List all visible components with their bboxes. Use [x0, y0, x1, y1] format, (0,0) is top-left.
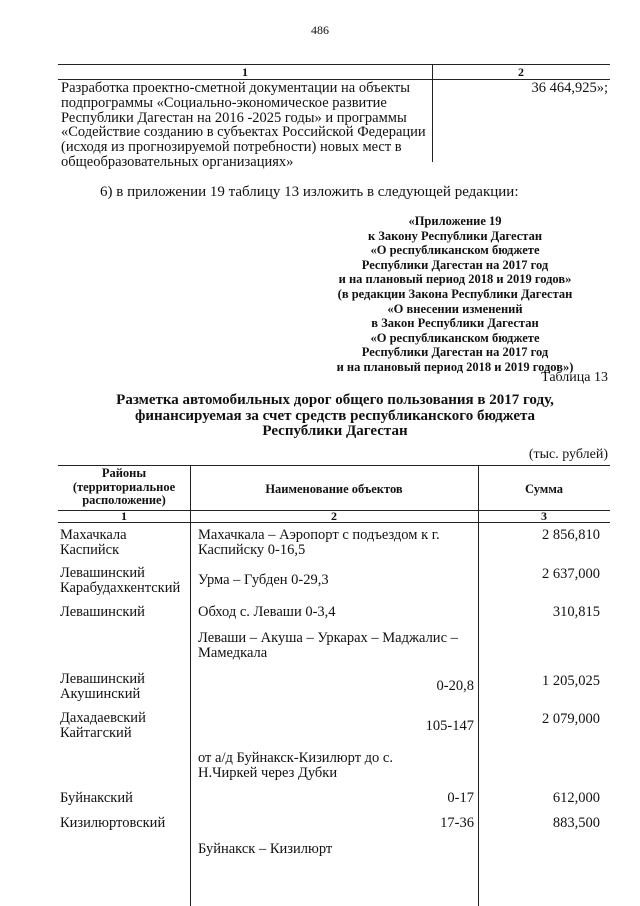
table-cell-object: Урма – Губден 0-29,3 [198, 572, 329, 588]
table-cell-object: от а/д Буйнакск-Кизилюрт до с. Н.Чиркей через Дубки [198, 750, 393, 781]
appendix-line: и на плановый период 2018 и 2019 годов» [338, 272, 572, 287]
header-num-2: 2 [331, 509, 337, 523]
appendix-line: и на плановый период 2018 и 2019 годов») [336, 359, 574, 374]
table-title [60, 393, 610, 440]
appendix-line: «О республиканском бюджете [370, 243, 540, 258]
row-description: Разработка проектно-сметной документации на объекты подпрограммы «Социально-экономическое развитие Республики Дагестан на 2016 -2025 годы» и программы «Содействие созданию в субъектах Российской Федерации (исходя из прогнозируемой потребности) новых мест в общеобразовательных организациях» [61, 80, 426, 170]
appendix-line: «О внесении изменений [387, 301, 523, 316]
appendix-line: в Закон Республики Дагестан [371, 316, 539, 331]
table-cell-sum: 2 856,810 [542, 527, 600, 543]
table-cell-sum: 1 205,025 [542, 673, 600, 689]
table-cell-sum: 2 637,000 [542, 566, 600, 582]
table-cell-object: 105-147 [425, 718, 474, 734]
appendix-heading [290, 214, 620, 375]
header-districts: Районы (территориальное расположение) [72, 466, 176, 507]
table-cell-object: 0-20,8 [436, 678, 474, 694]
table-cell-district: Буйнакский [60, 790, 133, 806]
appendix-line: (в редакции Закона Республики Дагестан [337, 286, 573, 301]
top-table [58, 64, 610, 170]
title-line: Республики Дагестан [262, 423, 408, 439]
row-amount: 36 464,925»; [531, 80, 608, 96]
appendix-line: Республики Дагестан на 2017 год [361, 257, 549, 272]
appendix-line: «О республиканском бюджете [370, 330, 540, 345]
table-cell-sum: 883,500 [552, 815, 600, 831]
amendment-paragraph: 6) в приложении 19 таблицу 13 изложить в следующей редакции: [100, 184, 519, 200]
title-line: Разметка автомобильных дорог общего пользования в 2017 году, [116, 392, 554, 408]
table-column-divider [432, 65, 433, 162]
table-cell-district: Левашинский Карабудахкентский [60, 565, 181, 596]
table-cell-sum: 612,000 [552, 790, 600, 806]
appendix-line: к Закону Республики Дагестан [367, 228, 543, 243]
table-cell-object: 0-17 [447, 790, 474, 806]
column-divider [190, 466, 191, 906]
column-header-1: 1 [242, 65, 248, 79]
page-number: 486 [311, 23, 329, 37]
header-num-3: 3 [541, 509, 547, 523]
header-sum: Сумма [525, 482, 563, 496]
table-cell-district: Левашинский [60, 604, 145, 620]
table-cell-object: Обход с. Леваши 0-3,4 [198, 604, 336, 620]
appendix-line: «Приложение 19 [408, 214, 502, 228]
table-cell-object: 17-36 [440, 815, 474, 831]
table-cell-object: Махачкала – Аэропорт с подъездом к г. Каспийску 0-16,5 [198, 527, 440, 558]
table-cell-district: Левашинский Акушинский [60, 671, 145, 702]
table-cell-sum: 310,815 [552, 604, 600, 620]
table-cell-object: Буйнакск – Кизилюрт [198, 841, 333, 857]
header-objects: Наименование объектов [265, 482, 403, 496]
table-number: Таблица 13 [541, 370, 608, 385]
table-cell-object: Леваши – Акуша – Уркарах – Маджалис – Мамедкала [198, 630, 458, 661]
units-label: (тыс. рублей) [528, 447, 608, 462]
table-cell-district: Махачкала Каспийск [60, 527, 127, 558]
table-cell-district: Дахадаевский Кайтагский [60, 710, 146, 741]
appendix-line: Республики Дагестан на 2017 год [361, 345, 549, 360]
main-table [58, 465, 610, 906]
column-header-2: 2 [518, 65, 524, 79]
table-cell-district: Кизилюртовский [60, 815, 166, 831]
table-cell-sum: 2 079,000 [542, 711, 600, 727]
header-num-1: 1 [121, 509, 127, 523]
title-line: финансируемая за счет средств республиканского бюджета [134, 407, 536, 424]
